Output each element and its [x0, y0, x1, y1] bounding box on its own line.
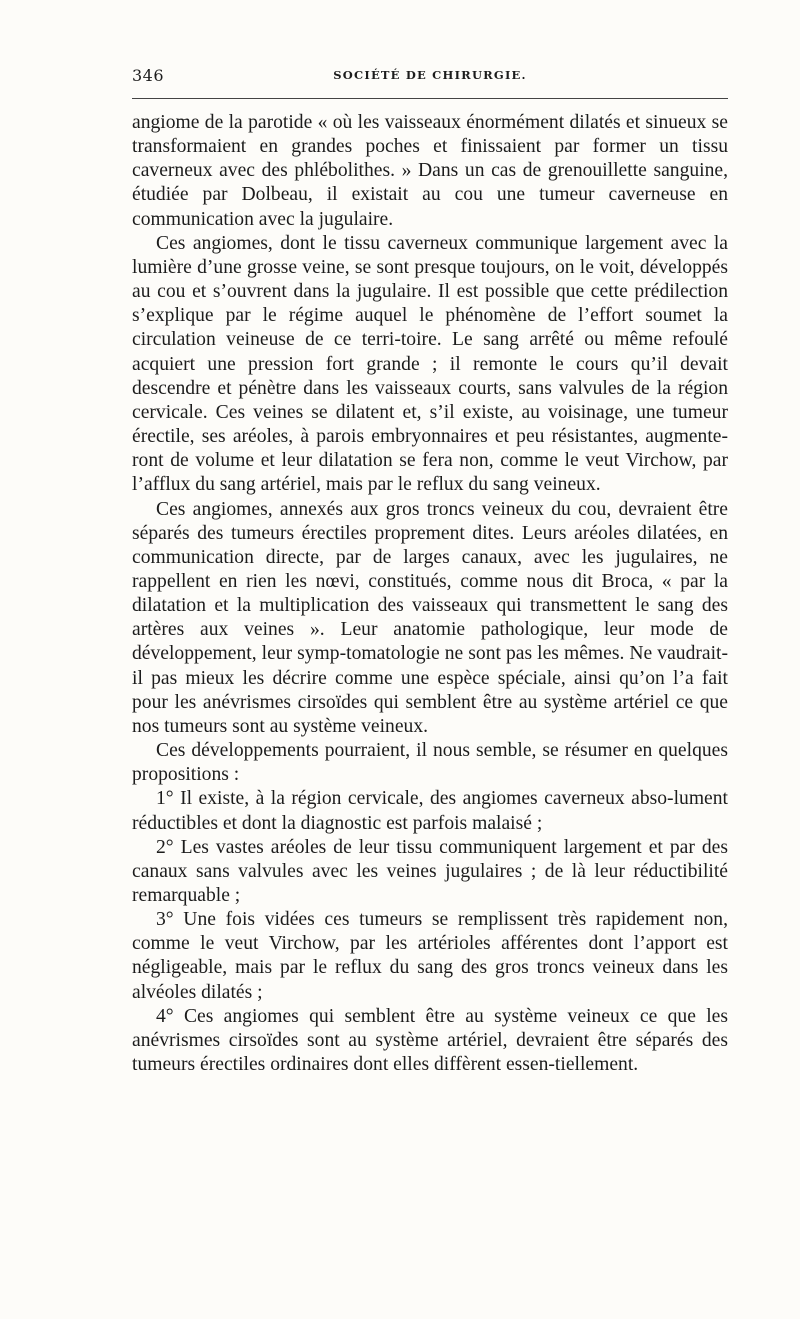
paragraph: Ces angiomes, annexés aux gros troncs veineux du cou, devraient être séparés des tumeurs érectiles proprement dites. Leurs aréoles dilatées, en communication directe, par de larges canaux, avec les jugulaires, ne rappellent en rien les nœvi, constitués, comme nous dit Broca, « par la dilatation et la multiplication des vaisseaux qui transmettent le sang des artères aux veines ». Leur anatomie pathologique, leur mode de développement, leur symp-tomatologie ne sont pas les mêmes. Ne vaudrait-il pas mieux les décrire comme une espèce spéciale, ainsi qu’on l’a fait pour les anévrismes cirsoïdes qui semblent être au système artériel ce que nos tumeurs sont au système veineux.	[132, 498, 728, 737]
body-text	[132, 111, 728, 1077]
running-title: SOCIÉTÉ DE CHIRURGIE.	[333, 68, 527, 82]
proposition-1: 1° Il existe, à la région cervicale, des angiomes caverneux abso-lument réductibles et dont la diagnostic est parfois malaisé ;	[132, 788, 728, 834]
proposition-3: 3° Une fois vidées ces tumeurs se remplissent très rapidement non, comme le veut Virchow, par les artérioles afférentes dont l’apport est négligeable, mais par le reflux du sang des gros troncs veineux dans les alvéoles dilatés ;	[132, 909, 728, 1003]
paragraph: Ces développements pourraient, il nous semble, se résumer en quelques propositions :	[132, 740, 728, 786]
paragraph-continued: angiome de la parotide « où les vaisseaux énormément dilatés et sinueux se transformaient en grandes poches et finissaient par former un tissu caverneux avec des phlébolithes. » Dans un cas de grenouillette sanguine, étudiée par Dolbeau, il existait au cou une tumeur caverneuse en communication avec la jugulaire.	[132, 112, 728, 230]
proposition-2: 2° Les vastes aréoles de leur tissu communiquent largement et par des canaux sans valvules avec les veines jugulaires ; de là leur réductibilité remarquable ;	[132, 836, 728, 906]
page-header	[132, 66, 728, 88]
page-number: 346	[132, 66, 165, 85]
proposition-4: 4° Ces angiomes qui semblent être au système veineux ce que les anévrismes cirsoïdes sont au système artériel, devraient être séparés des tumeurs érectiles ordinaires dont elles diffèrent essen-tiellement.	[132, 1005, 728, 1076]
book-page	[132, 66, 728, 1077]
header-rule	[132, 98, 728, 99]
paragraph: Ces angiomes, dont le tissu caverneux communique largement avec la lumière d’une grosse veine, se sont presque toujours, on le voit, développés au cou et s’ouvrent dans la jugulaire. Il est possible que cette prédilection s’explique par le régime auquel le phénomène de l’effort soumet la circulation veineuse de ce terri-toire. Le sang arrêté ou même refoulé acquiert une pression fort grande ; il remonte le cours qu’il devait descendre et pénètre dans les vaisseaux courts, sans valvules de la région cervicale. Ces veines se dilatent et, s’il existe, au voisinage, une tumeur érectile, ses aréoles, à parois embryonnaires et peu résistantes, augmente-ront de volume et leur dilatation se fera non, comme le veut Virchow, par l’afflux du sang artériel, mais par le reflux du sang veineux.	[132, 232, 728, 496]
